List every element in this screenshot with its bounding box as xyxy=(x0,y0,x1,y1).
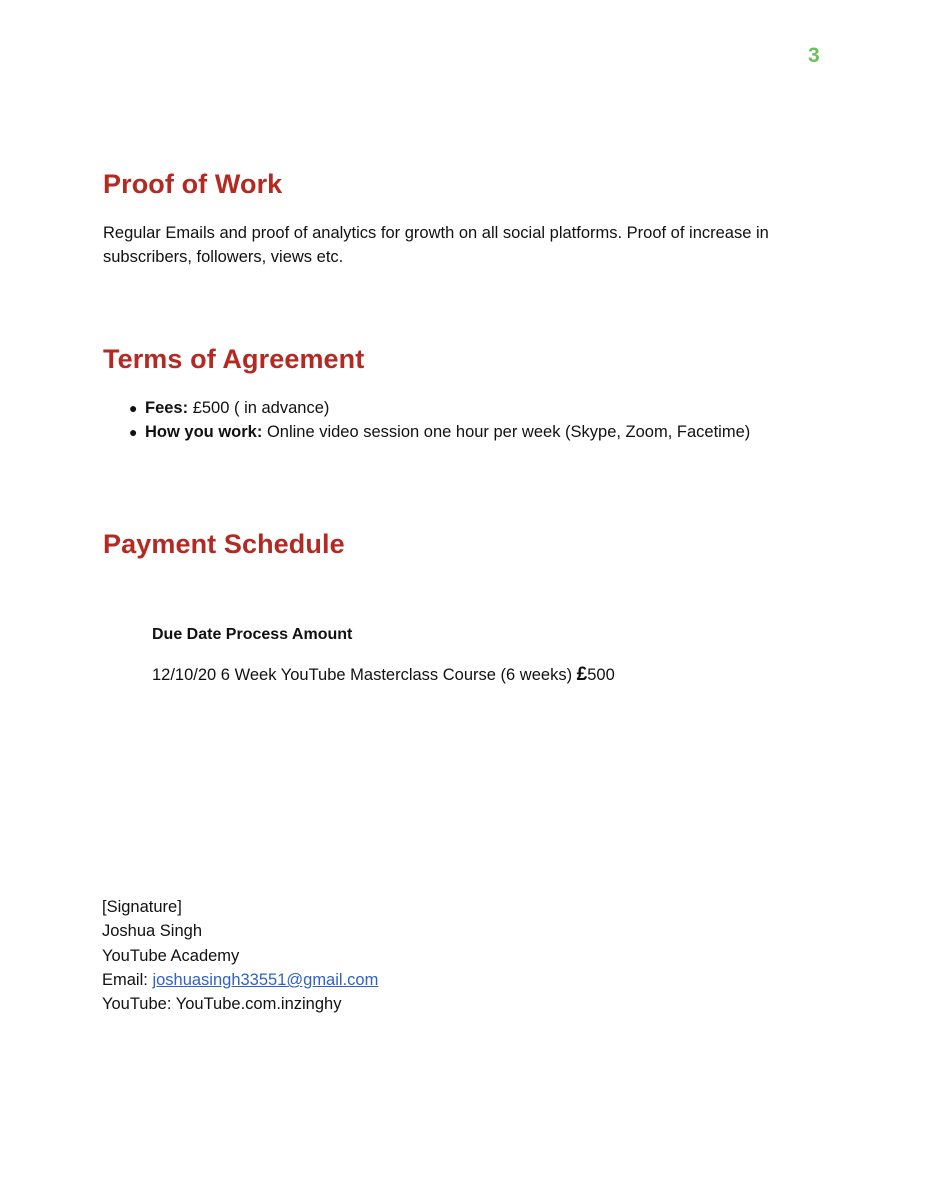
terms-item-value: £500 ( in advance) xyxy=(192,399,330,417)
signer-organization: YouTube Academy xyxy=(102,946,240,965)
email-label: Email: xyxy=(102,970,148,989)
terms-item-label: How you work: xyxy=(145,423,263,441)
signature-placeholder: [Signature] xyxy=(102,898,182,916)
terms-list xyxy=(129,396,750,444)
schedule-row-amount: 500 xyxy=(587,666,615,684)
payment-schedule-heading: Payment Schedule xyxy=(103,529,345,559)
page-number: 3 xyxy=(808,44,820,67)
terms-heading: Terms of Agreement xyxy=(103,344,365,374)
schedule-row-text: 12/10/20 6 Week YouTube Masterclass Course (6 weeks) xyxy=(152,666,573,684)
bullet-icon: ● xyxy=(129,424,138,440)
terms-item-fees xyxy=(129,396,750,420)
email-link[interactable]: joshuasingh33551@gmail.com xyxy=(152,970,379,989)
schedule-row-currency: £ xyxy=(576,664,588,685)
signature-block xyxy=(102,895,378,1016)
signer-name: Joshua Singh xyxy=(102,922,202,941)
bullet-icon: ● xyxy=(129,400,138,416)
email-line xyxy=(102,968,378,992)
terms-item-label: Fees: xyxy=(145,399,189,417)
proof-of-work-text: Regular Emails and proof of analytics for growth on all social platforms. Proof of increase in subscribers, followers, views etc. xyxy=(103,224,769,266)
youtube-line xyxy=(102,992,378,1016)
schedule-row xyxy=(152,664,615,686)
youtube-label: YouTube: xyxy=(102,995,172,1014)
terms-item-value: Online video session one hour per week (Skype, Zoom, Facetime) xyxy=(266,423,751,441)
proof-of-work-heading: Proof of Work xyxy=(103,169,283,199)
youtube-value: YouTube.com.inzinghy xyxy=(175,995,342,1014)
schedule-table-header: Due Date Process Amount xyxy=(152,626,353,643)
terms-item-how-you-work xyxy=(129,420,750,444)
